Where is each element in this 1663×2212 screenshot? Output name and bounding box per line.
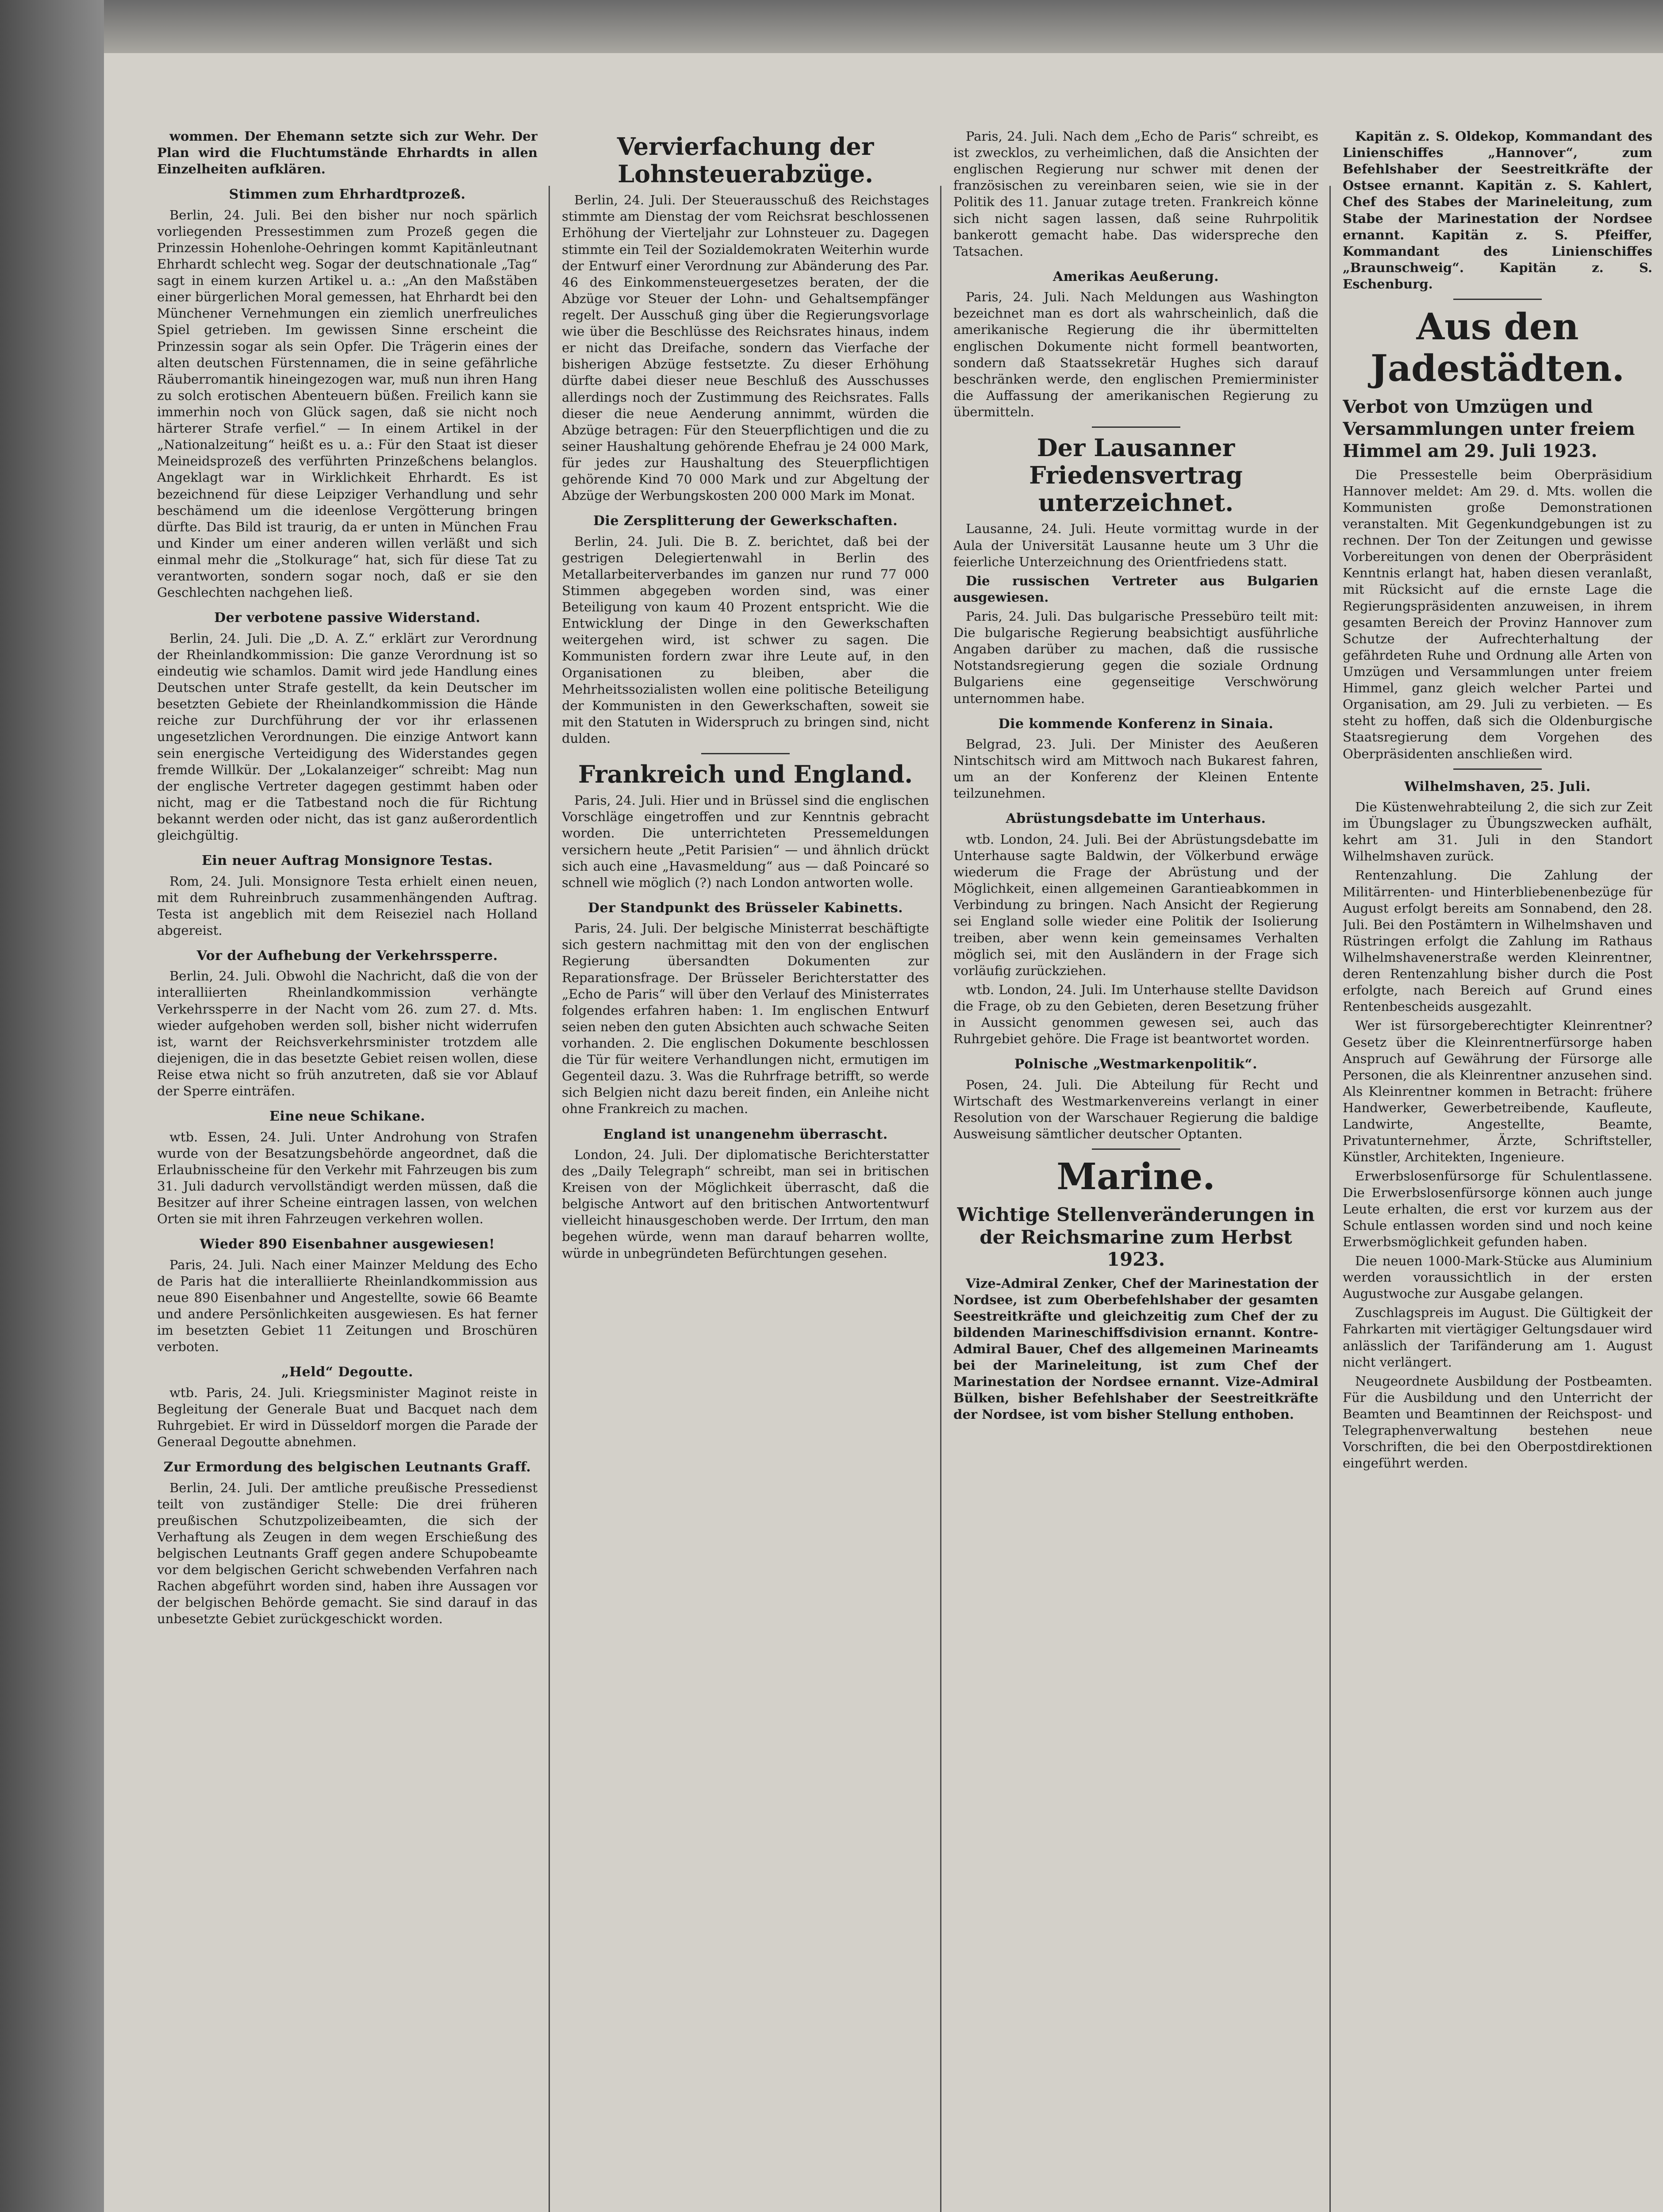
col4-text: Rentenzahlung. Die Zahlung der Militärrenten- und Hinterbliebenenbezüge für August erfolgt bereits am Sonnabend, den 28. Juli. Bei den Postämtern in Wilhelmshaven und Rüstringen erfolgt die Zahlung im Rathaus Wilhelmshavenerstraße werden Kleinrentner, deren Rentenzahlung bisher durch die Post erfolgte, nach Bereich auf Grund eines Rentenbescheids ausgezahlt. (1343, 868, 1652, 1014)
column-1 (157, 128, 538, 2212)
column-3 (953, 128, 1318, 2212)
column-rule (1329, 186, 1331, 2212)
col1-section-text: Berlin, 24. Juli. Der amtliche preußische Pressedienst teilt von zuständiger Stelle: Die drei früheren preußischen Schutzpolizeibeamten, die sich der Verhaftung als Zeugen in dem wegen Erschießung des belgischen Leutnants Graff gegen andere Schupobeamte vor dem belgischen Gericht schwebenden Verfahren nach Rachen abgeführt worden sind, haben ihre Aussagen vor der belgischen Behörde gemacht. Sie sind darauf in das unbesetzte Gebiet zurückgeschickt worden. (157, 1480, 538, 1627)
col1-section-text: Berlin, 24. Juli. Die „D. A. Z.“ erklärt zur Verordnung der Rheinlandkommission: Die ganze Verordnung ist so eindeutig wie schamlos. Damit wird jede Handlung eines Deutschen unter Strafe gestellt, da kein Deutscher im besetzten Gebiete der Rheinlandkommission die Hände reiche zur Durchführung der vor ihr erlassenen ungesetzlichen Verordnungen. Die einzige Antwort kann sein energische Verteidigung des Widerstandes gegen fremde Willkür. Der „Lokalanzeiger“ schreibt: Mag nun der englische Vertreter dagegen gestimmt haben oder nicht, mag er die Tatbestand noch die für Richtung bekannt werden oder nicht, das ist ganz außerordentlich gleichgültig. (157, 630, 538, 843)
col2-text: Berlin, 24. Juli. Der Steuerausschuß des Reichstages stimmte am Dienstag der vom Reichsrat beschlossenen Erhöhung der Vierteljahr zur Lohnsteuer zu. Dagegen stimmte ein Teil der Sozialdemokraten Weiterhin wurde der Entwurf einer Verordnung zur Abänderung des Par. 46 des Einkommensteuergesetzes beraten, der die Abzüge vor Steuer der Lohn- und Gehaltsempfänger regelt. Der Ausschuß ging über die Regierungsvorlage wie über die Beschlüsse des Reichsrates hinaus, indem er nicht das Dreifache, sondern das Vierfache der bisherigen Abzüge festsetzte. Zu dieser Erhöhung dürfte dabei dieser neue Beschluß des Ausschusses allerdings noch der Zustimmung des Reichsrates. Falls dieser die neue Aenderung annimmt, würden die Abzüge betragen: Für den Steuerpflichtigen und die zu seiner Haushaltung gehörende Ehefrau je 24 000 Mark, für jedes zur Haushaltung des Steuerpflichtigen gehörende Kind 70 000 Mark und zur Abgeltung der Abzüge der Werbungskosten 200 000 Mark im Monat. (562, 192, 929, 503)
col1-section-text: Berlin, 24. Juli. Bei den bisher nur noch spärlich vorliegenden Pressestimmen zum Prozeß gegen die Prinzessin Hohenlohe-Oehringen kommt Kapitänleutnant Ehrhardt schlecht weg. Sogar der deutschnationale „Tag“ sagt in einem kurzen Artikel u. a.: „An den Maßstäben einer bürgerlichen Moral gemessen, hat Ehrhardt bei den Münchener Vernehmungen ein ziemlich unerfreuliches Spiel getrieben. Im gewissen Sinne erscheint die Prinzessin sogar als sein Opfer. Die Trägerin eines der alten deutschen Fürstennamen, die in seine gefährliche Räuberromantik hineingezogen war, muß nun ihren Hang zu solch erotischen Abenteuern büßen. Freilich kann sie immerhin noch von Glück sagen, daß sie nicht noch härterer Strafe verfiel.“ — In einem Artikel in der „Nationalzeitung“ heißt es u. a.: Für den Staat ist dieser Meineidsprozeß des verführten Prinzeßchens belanglos. Angeklagt war in Wirklichkeit Ehrhardt. Es ist bezeichnend für diese Leipziger Verhandlung und sehr beschämend um die ideenlose Vergötterung bringen dürfte. Das Bild ist traurig, da er unten in München Frau und Kinder um einer anderen willen verläßt und sich einmal mehr die „Stolkurage“ hat, sich für diese Tat zu verantworten, sondern sogar noch, daß er sie den Geschlechten nachgehen ließ. (157, 207, 538, 600)
col3-text: Vize-Admiral Zenker, Chef der Marinestation der Nordsee, ist zum Oberbefehlshaber der gesamten Seestreitkräfte und gleichzeitig zum Chef der zu bildenden Marineschiffsdivision ernannt. Kontre-Admiral Bauer, Chef des allgemeinen Marineamts bei der Marineleitung, ist zum Chef der Marinestation der Nordsee ernannt. Vize-Admiral Bülken, bisher Befehlshaber der Seestreitkräfte der Nordsee, ist vom bisher Stellung enthoben. (953, 1275, 1318, 1422)
col1-section-title: Vor der Aufhebung der Verkehrssperre. (196, 948, 498, 964)
col4-text: Zuschlagspreis im August. Die Gültigkeit der Fahrkarten mit viertägiger Geltungsdauer wird anlässlich der Tarifänderung am 1. August nicht verlängert. (1343, 1305, 1652, 1370)
col3-text: Lausanne, 24. Juli. Heute vormittag wurde in der Aula der Universität Lausanne heute um 3 Uhr die feierliche Unterzeichnung des Orientfriedens statt. (953, 521, 1318, 569)
col1-section-title: „Held“ Degoutte. (281, 1364, 413, 1380)
col3-text: Paris, 24. Juli. Das bulgarische Pressebüro teilt mit: Die bulgarische Regierung beabsichtigt ausführliche Angaben darüber zu machen, daß die russische Notstandsregierung gegen die soziale Ordnung Bulgariens eine gegenseitige Verschwörung unternommen habe. (953, 608, 1318, 706)
col1-section-title: Zur Ermordung des belgischen Leutnants Graff. (163, 1459, 531, 1475)
col4-headline: Aus den Jadestädten. (1370, 306, 1625, 390)
col2-headline: Vervierfachung der Lohnsteuerabzüge. (617, 132, 874, 188)
col1-section-title: Stimmen zum Ehrhardtprozeß. (229, 187, 466, 203)
col1-section-text: Berlin, 24. Juli. Obwohl die Nachricht, daß die von der interalliierten Rheinlandkommission verhängte Verkehrssperre in der Nacht vom 26. zum 27. d. Mts. wieder aufgehoben werden soll, bisher nicht widerrufen ist, warnt der Reichsverkehrsminister trotzdem alle diejenigen, die in das besetzte Gebiet reisen wollen, diese Reise etwa nicht so früh anzutreten, daß sie vor Ablauf der Sperre einträfen. (157, 968, 538, 1099)
col3-text: wtb. London, 24. Juli. Im Unterhause stellte Davidson die Frage, ob zu den Gebieten, deren Besetzung früher in Aussicht genommen gewesen sei, auch das Ruhrgebiet gehöre. Die Frage ist beantwortet worden. (953, 982, 1318, 1047)
col4-text: Die Küstenwehrabteilung 2, die sich zur Zeit im Übungslager zu Übungszwecken aufhält, kehrt am 31. Juli in den Standort Wilhelmshaven zurück. (1343, 799, 1652, 864)
col3-section-title: Amerikas Aeußerung. (1052, 269, 1219, 284)
column-4 (1343, 128, 1652, 2212)
newspaper-page (104, 53, 1663, 2212)
col1-section-text: wtb. Essen, 24. Juli. Unter Androhung von Strafen wurde von der Besatzungsbehörde angeordnet, daß die Erlaubnisscheine für den Verkehr mit Fahrzeugen bis zum 31. Juli dadurch vervollständigt werden müssen, daß die Besitzer auf ihrer Scheine eintragen lassen, von welchen Orten sie mit ihren Fahrzeugen verkehren wollen. (157, 1129, 538, 1227)
col1-section-title: Eine neue Schikane. (269, 1109, 426, 1125)
col2-text: Berlin, 24. Juli. Die B. Z. berichtet, daß bei der gestrigen Delegiertenwahl in Berlin des Metallarbeiterverbandes im ganzen nur rund 77 000 Stimmen abgegeben worden sind, was einer Beteiligung von kaum 40 Prozent entspricht. Wie die Entwicklung der Dinge in den Gewerkschaften weitergehen wird, ist schwer zu sagen. Die Kommunisten fordern zwar ihre Leute auf, in den Organisationen zu bleiben, aber die Mehrheitssozialisten wollen eine politische Beteiligung der Kommunisten in den Gewerkschaften, soweit sie mit den Statuten in Widerspruch zu bringen sind, nicht dulden. (562, 534, 929, 746)
col4-text: Die Pressestelle beim Oberpräsidium Hannover meldet: Am 29. d. Mts. wollen die Kommunisten große Demonstrationen veranstalten. Mit Gegenkundgebungen ist zu rechnen. Der Ton der Zeitungen und gewisse Vorbereitungen von denen der Oberpräsident Kenntnis erlangt hat, haben diesen veranlaßt, mit Rücksicht auf die ernste Lage die Regierungspräsidenten anzuweisen, in ihrem gesamten Bereich der Provinz Hannover zum Schutze der Aufrechterhaltung der gefährdeten Ruhe und Ordnung alle Arten von Umzügen und Versammlungen unter freiem Himmel, ganz gleich welcher Partei und Organisation, am 29. Juli zu verbieten. — Es steht zu hoffen, daß sich die Oldenburgische Staatsregierung dem Vorgehen des Oberpräsidenten anschließen wird. (1343, 467, 1652, 761)
col4-text: Neugeordnete Ausbildung der Postbeamten. Für die Ausbildung und den Unterricht der Beamten und Beamtinnen der Reichspost- und Telegraphenverwaltung bestehen neue Vorschriften, die bei den Oberpostdirektionen eingeführt werden. (1343, 1373, 1652, 1471)
divider (1092, 426, 1180, 428)
col4-text: Wer ist fürsorgeberechtigter Kleinrentner? Gesetz über die Kleinrentnerfürsorge haben Anspruch auf Gewährung der Fürsorge alle Personen, die als Kleinrentner anzusehen sind. Als Kleinrentner kommen in Betracht: frühere Handwerker, Gewerbetreibende, Kaufleute, Landwirte, Angestellte, Beamte, Privatunternehmer, Ärzte, Schriftsteller, Künstler, Architekten, Ingenieure. (1343, 1018, 1652, 1165)
column-rule (549, 186, 550, 2212)
col4-dateline: Wilhelmshaven, 25. Juli. (1404, 779, 1591, 795)
col3-section-title: Die kommende Konferenz in Sinaia. (998, 716, 1274, 732)
col2-text: Paris, 24. Juli. Hier und in Brüssel sind die englischen Vorschläge eingetroffen und zur Kenntnis gebracht worden. Die unterrichteten Pressemeldungen versichern heute „Petit Parisien“ — und ähnlich drückt sich auch eine „Havasmeldung“ aus — daß Poincaré so schnell wie möglich (?) nach London antworten wolle. (562, 793, 929, 890)
col1-section-text: Paris, 24. Juli. Nach einer Mainzer Meldung des Echo de Paris hat die interalliierte Rheinlandkommission aus neue 890 Eisenbahner und Angestellte, sowie 66 Beamte und andere Persönlichkeiten ausgewiesen. Es hat ferner im besetzten Gebiet 11 Zeitungen und Broschüren verboten. (157, 1257, 538, 1355)
page-top-edge (104, 0, 1663, 53)
col3-text: Paris, 24. Juli. Nach dem „Echo de Paris“ schreibt, es ist zwecklos, zu verheimlichen, daß die Ansichten der englischen Regierung nur schwer mit denen der französischen zu vereinbaren seien, wie sie in der Politik des 11. Januar zutage treten. Frankreich könne sich nicht sagen lassen, daß seine Ruhrpolitik bankerott gemacht habe. Das widerspreche den Tatsachen. (953, 129, 1318, 259)
column-rule (940, 186, 941, 2212)
col1-section-title: Der verbotene passive Widerstand. (214, 610, 480, 626)
col3-headline: Der Lausanner Friedensvertrag unterzeichnet. (1029, 434, 1243, 517)
col1-section-title: Wieder 890 Eisenbahner ausgewiesen! (200, 1237, 495, 1252)
col2-section-title: Der Standpunkt des Brüsseler Kabinetts. (588, 900, 903, 916)
col1-section-title: Ein neuer Auftrag Monsignore Testas. (201, 853, 493, 869)
col3-text: Posen, 24. Juli. Die Abteilung für Recht und Wirtschaft des Westmarkenvereins verlangt in einer Resolution von der Warschauer Regierung die baldige Ausweisung sämtlicher deutscher Optanten. (953, 1077, 1318, 1141)
page-edge (0, 0, 104, 2212)
col3-headline-marine: Marine. (1056, 1156, 1215, 1198)
col2-section-title: Die Zersplitterung der Gewerkschaften. (593, 513, 898, 529)
col3-text: wtb. London, 24. Juli. Bei der Abrüstungsdebatte im Unterhause sagte Baldwin, der Völkerbund erwäge wiederum die Frage der Abrüstung und der Möglichkeit, einen allgemeinen Garantieabkommen in Verbindung zu bringen. Nach Ansicht der Regierung sei England solle wieder eine Politik der Isolierung treiben, aber wenn kein gemeinsames Verhalten möglich sei, mit den Ausländern in der Frage sich vorläufig zurückziehen. (953, 831, 1318, 978)
divider (1092, 1148, 1180, 1150)
col1-intro: wommen. Der Ehemann setzte sich zur Wehr. Der Plan wird die Fluchtumstände Ehrhardts in allen Einzelheiten aufklären. (157, 129, 538, 177)
col4-subheadline: Verbot von Umzügen und Versammlungen unter freiem Himmel am 29. Juli 1923. (1343, 396, 1635, 461)
col2-section-title: England ist unangenehm überrascht. (603, 1126, 888, 1142)
col4-text: Kapitän z. S. Oldekop, Kommandant des Linienschiffes „Hannover“, zum Befehlshaber der Seestreitkräfte der Ostsee ernannt. Kapitän z. S. Kahlert, Chef des Stabes der Marineleitung, zum Stabe der Marinestation der Nordsee ernannt. Kapitän z. S. Pfeiffer, Kommandant des Linienschiffes „Braunschweig“. Kapitän z. S. Eschenburg. (1343, 129, 1652, 292)
col4-text: Die neuen 1000-Mark-Stücke aus Aluminium werden voraussichtlich in der ersten Augustwoche zur Ausgabe gelangen. (1343, 1253, 1652, 1302)
col3-subheadline: Wichtige Stellenveränderungen in der Reichsmarine zum Herbst 1923. (957, 1204, 1315, 1271)
col3-section-title: Abrüstungsdebatte im Unterhaus. (1006, 811, 1266, 827)
col3-section-title: Polnische „Westmarkenpolitik“. (1014, 1056, 1258, 1072)
col3-text: Paris, 24. Juli. Nach Meldungen aus Washington bezeichnet man es dort als wahrscheinlich, daß die amerikanische Regierung die ihr übermittelten englischen Dokumente nicht formell beantworten, sondern daß Staatssekretär Hughes sich darauf beschränken werde, den englischen Premierminister die Auffassung der amerikanischen Regierung zu übermitteln. (953, 289, 1318, 420)
divider (1453, 299, 1542, 300)
col4-text: Erwerbslosenfürsorge für Schulentlassene. Die Erwerbslosenfürsorge können auch junge Leute erhalten, die erst vor kurzem aus der Schule entlassen worden sind und noch keine Erwerbsmöglichkeit gefunden haben. (1343, 1168, 1652, 1249)
col1-section-text: Rom, 24. Juli. Monsignore Testa erhielt einen neuen, mit dem Ruhreinbruch zusammenhängenden Auftrag. Testa ist angeblich mit dem Reiseziel nach Holland abgereist. (157, 873, 538, 938)
col3-text: Belgrad, 23. Juli. Der Minister des Aeußeren Nintschitsch wird am Mittwoch nach Bukarest fahren, um an der Konferenz der Kleinen Entente teilzunehmen. (953, 737, 1318, 801)
col2-headline: Frankreich und England. (578, 760, 913, 789)
col2-text: London, 24. Juli. Der diplomatische Berichterstatter des „Daily Telegraph“ schreibt, man sei in britischen Kreisen von der Möglichkeit überrascht, daß die belgische Antwort auf den britischen Antwortentwurf vielleicht hinausgeschoben werde. Der Irrtum, den man begehen würde, wenn man darauf beharren wollte, würde in unbegründeten Befürchtungen gesehen. (562, 1147, 929, 1261)
col2-text: Paris, 24. Juli. Der belgische Ministerrat beschäftigte sich gestern nachmittag mit den von der englischen Regierung übersandten Dokumenten zur Reparationsfrage. Der Brüsseler Berichterstatter des „Echo de Paris“ will über den Verlauf des Ministerrates folgendes erfahren haben: 1. Im englischen Entwurf seien neben den guten Absichten auch schwache Seiten vorhanden. 2. Die englischen Dokumente beschlossen die Tür für weitere Verhandlungen nicht, ermutigen im Gegenteil dazu. 3. Was die Ruhrfrage betrifft, so werde sich Belgien nicht dazu bereit finden, ein Anleihe nicht ohne Frankreich zu machen. (562, 921, 929, 1117)
divider (1453, 768, 1542, 770)
col3-bold-line: Die russischen Vertreter aus Bulgarien ausgewiesen. (953, 573, 1318, 605)
divider (701, 753, 790, 754)
column-2 (562, 128, 929, 2212)
col1-section-text: wtb. Paris, 24. Juli. Kriegsminister Maginot reiste in Begleitung der Generale Buat und Bacquet nach dem Ruhrgebiet. Er wird in Düsseldorf morgen die Parade der Generaal Degoutte abnehmen. (157, 1385, 538, 1450)
